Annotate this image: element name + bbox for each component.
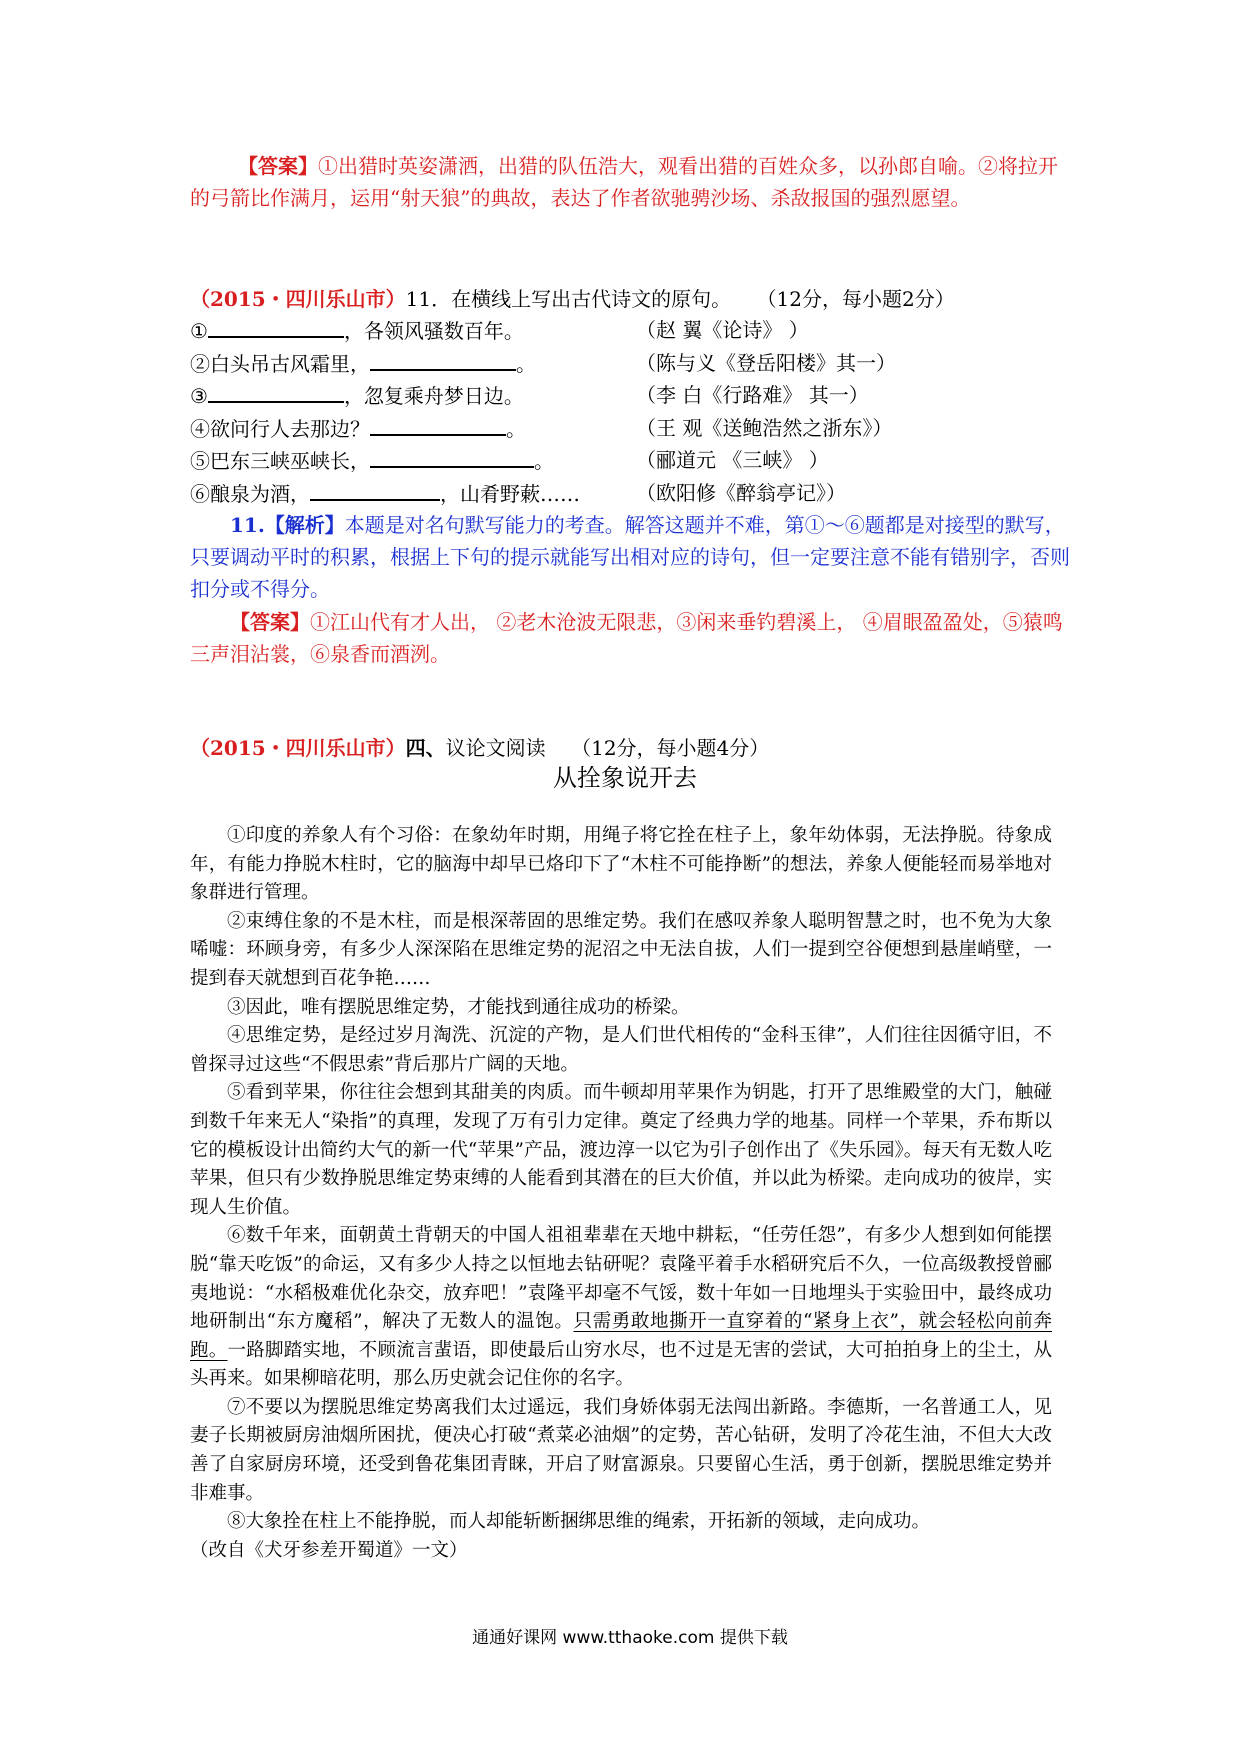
line-prefix: ⑤巴东三峡巫峡长， xyxy=(190,449,370,473)
line-citation: （李 白《行路难》 其一） xyxy=(636,383,869,407)
line-suffix: ，忽复乘舟梦日边。 xyxy=(343,384,524,408)
answer-block-11 xyxy=(190,606,1070,670)
fill-in-line xyxy=(190,379,1090,412)
fill-in-line xyxy=(190,477,1090,510)
essay-paragraph: ⑦不要以为摆脱思维定势离我们太过遥远，我们身娇体弱无法闯出新路。李德斯，一名普通工人，见妻子长期被厨房油烟所困扰，便决心打破“煮菜必油烟”的定势，苦心钻研，发明了冷花生油，不但大大改善了自家厨房环境，还受到鲁花集团青睐，开启了财富源泉。只要留心生活，勇于创新，摆脱思维定势并非难事。 xyxy=(190,1396,1052,1504)
essay-body xyxy=(190,822,1052,1565)
answer-blank[interactable] xyxy=(370,412,506,436)
line-prefix: ① xyxy=(190,319,208,343)
line-suffix: ，山肴野蔌…… xyxy=(440,481,580,506)
essay-paragraph: ②束缚住象的不是木柱，而是根深蒂固的思维定势。我们在感叹养象人聪明智慧之时，也不免为大象唏嘘：环顾身旁，有多少人深深陷在思维定势的泥沼之中无法自拔，人们一提到空谷便想到悬崖峭壁，一提到春天就想到百花争艳…… xyxy=(190,910,1052,989)
fill-in-line xyxy=(190,347,1090,380)
line-citation: （陈与义《登岳阳楼》其一） xyxy=(636,350,896,375)
line-suffix: 。 xyxy=(534,449,554,473)
line-citation: （王 观《送鲍浩然之浙东》） xyxy=(636,415,893,440)
answer-tag: 【答案】 xyxy=(238,154,318,178)
answer-blank[interactable] xyxy=(370,444,534,468)
question-title: 11．在横线上写出古代诗文的原句。 xyxy=(405,287,732,311)
line-citation: （赵 翼《论诗》 ） xyxy=(636,318,809,342)
answer-block-top xyxy=(190,150,1070,214)
question-source: （2015・四川乐山市） xyxy=(190,287,406,311)
fill-in-lines xyxy=(190,314,1090,509)
answer-blank[interactable] xyxy=(310,477,440,501)
analysis-block xyxy=(190,509,1070,605)
answer-blank[interactable] xyxy=(208,314,344,338)
section-4-heading xyxy=(190,732,1090,764)
essay-paragraph: ③因此，唯有摆脱思维定势，才能找到通往成功的桥梁。 xyxy=(227,996,690,1018)
essay-title: 从拴象说开去 xyxy=(553,764,697,792)
essay-paragraph: ④思维定势，是经过岁月淘洗、沉淀的产物，是人们世代相传的“金科玉律”，人们往往因循守旧，不曾探寻过这些“不假思索”背后那片广阔的天地。 xyxy=(190,1025,1052,1075)
line-prefix: ③ xyxy=(190,384,208,408)
essay-paragraph: ⑧大象拴在柱上不能挣脱，而人却能斩断捆绑思维的绳索，开拓新的领域，走向成功。 xyxy=(227,1511,931,1533)
essay-paragraph: ⑤看到苹果，你往往会想到其甜美的肉质。而牛顿却用苹果作为钥匙，打开了思维殿堂的大门，触碰到数千年来无人“染指”的真理，发现了万有引力定律。奠定了经典力学的地基。同样一个苹果，乔布斯以它的模板设计出简约大气的新一代“苹果”产品，渡边淳一以它为引子创作出了《失乐园》。每天有无数人吃苹果，但只有少数挣脱思维定势束缚的人能看到其潜在的巨大价值，并以此为桥梁。走向成功的彼岸，实现人生价值。 xyxy=(190,1082,1052,1218)
fill-in-line xyxy=(190,314,1090,347)
essay-text: 一路脚踏实地，不顾流言蜚语，即使最后山穷水尽，也不过是无害的尝试，大可拍拍身上的尘土，从头再来。如果柳暗花明，那么历史就会记住你的名字。 xyxy=(190,1339,1052,1390)
section-title: 议论文阅读 xyxy=(445,736,546,760)
section-number: 四、 xyxy=(405,736,446,760)
line-suffix: ，各领风骚数百年。 xyxy=(343,319,524,343)
answer-blank[interactable] xyxy=(208,379,344,403)
line-suffix: 。 xyxy=(516,351,536,376)
analysis-tag: 11.【解析】 xyxy=(230,513,345,537)
essay-paragraph xyxy=(190,1222,1052,1394)
page-footer: 通通好课网 www.tthaoke.com 提供下载 xyxy=(472,1628,788,1648)
section-score: （12分，每小题4分） xyxy=(571,736,770,760)
line-prefix: ④欲问行人去那边？ xyxy=(190,416,370,441)
essay-source-note: （改自《犬牙参差开蜀道》一文） xyxy=(190,1539,468,1561)
question-11-heading xyxy=(190,283,1090,315)
fill-in-line xyxy=(190,412,1090,445)
answer-blank[interactable] xyxy=(370,347,516,371)
underlined-sentence: 只需勇敢地撕开一直穿着的“紧身上衣”，就会轻松向前奔跑。 xyxy=(190,1311,1052,1361)
line-prefix: ②白头吊古风霜里， xyxy=(190,351,370,376)
section-source: （2015・四川乐山市） xyxy=(190,736,406,760)
answer-text: ①江山代有才人出， ②老木沧波无限悲，③闲来垂钓碧溪上， ④眉眼盈盈处，⑤猿鸣三声泪沾裳，⑥泉香而酒洌。 xyxy=(190,610,1063,666)
line-citation: （郦道元 《三峡》 ） xyxy=(636,448,829,472)
line-suffix: 。 xyxy=(506,416,526,441)
essay-paragraph: ①印度的养象人有个习俗：在象幼年时期，用绳子将它拴在柱子上，象年幼体弱，无法挣脱。待象成年，有能力挣脱木柱时，它的脑海中却早已烙印下了“木柱不可能挣断”的想法，养象人便能轻而易举地对象群进行管理。 xyxy=(190,825,1052,904)
answer-tag: 【答案】 xyxy=(230,610,310,634)
line-citation: （欧阳修《醉翁亭记》） xyxy=(636,480,846,505)
answer-text: ①出猎时英姿潇洒，出猎的队伍浩大，观看出猎的百姓众多，以孙郎自喻。②将拉开的弓箭比作满月，运用“射天狼”的典故，表达了作者欲驰骋沙场、杀敌报国的强烈愿望。 xyxy=(190,154,1058,210)
essay-text: ⑥数千年来，面朝黄土背朝天的中国人祖祖辈辈在天地中耕耘，“任劳任怨”，有多少人想到如何能摆脱“靠天吃饭”的命运，又有多少人持之以恒地去钻研呢？袁隆平着手水稻研究后不久，一位高级教授曾郦夷地说：“水稻极难优化杂交，放弃吧！”袁隆平却毫不气馁，数十年如一日地埋头于实验田中，最终成功地研制出“东方魔稻”，解决了无数人的温饱。 xyxy=(190,1225,1052,1333)
question-score: （12分，每小题2分） xyxy=(756,287,955,311)
line-prefix: ⑥酿泉为酒， xyxy=(190,481,310,506)
fill-in-line xyxy=(190,444,1090,477)
analysis-text: 本题是对名句默写能力的考查。解答这题并不难，第①～⑥题都是对接型的默写，只要调动平时的积累，根据上下句的提示就能写出相对应的诗句，但一定要注意不能有错别字，否则扣分或不得分。 xyxy=(190,513,1070,601)
